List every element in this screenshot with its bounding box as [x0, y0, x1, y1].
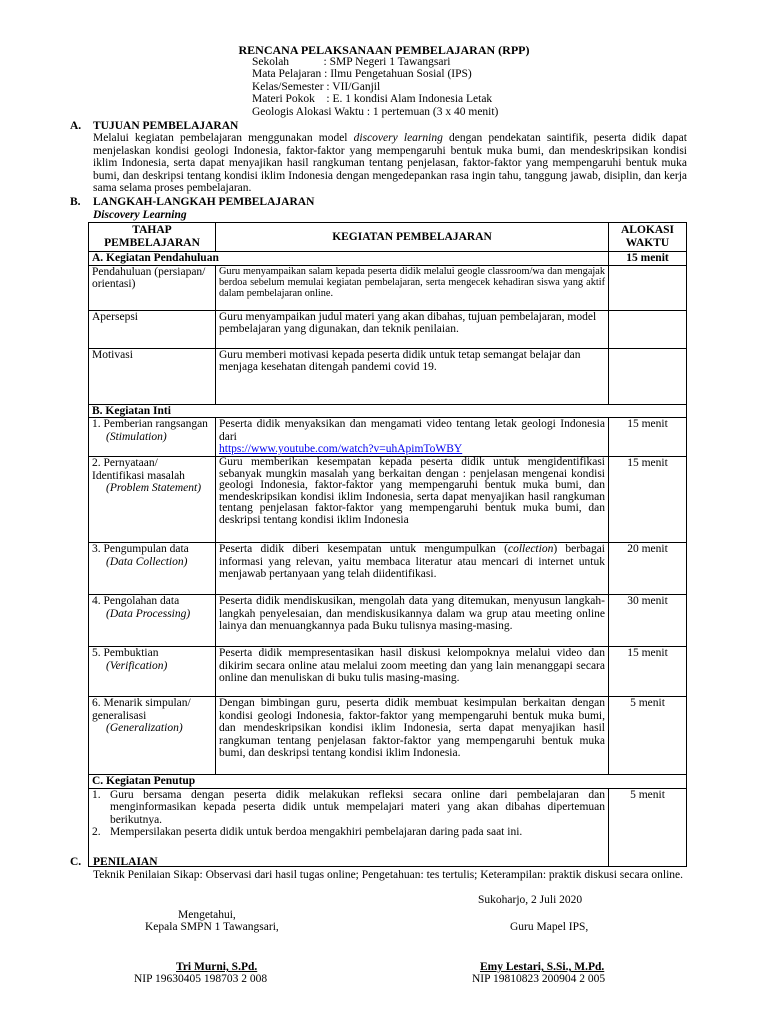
stage-cell: Pendahuluan (persiapan/ orientasi): [89, 265, 216, 310]
list-item-text: Guru bersama dengan peserta didik melakukan refleksi secara online dari pembelajaran dan menginformasikan kepada peserta didik untuk mempelajari materi yang akan dibahas dipertemuan berikutnya.: [110, 788, 605, 826]
group-time: 15 menit: [609, 252, 687, 266]
time-cell: 5 menit: [609, 788, 687, 866]
activity-cell: Guru memberikan kesempatan kepada peserta didik untuk mengidentifikasi sebanyak mungkin masalah yang berkaitan dengan : penjelasan mengenai kondisi geologi Indonesia, faktor-faktor yang mempengaruhi bentuk muka bumi, dan mendeskripsikan kondisi iklim Indonesia, serta dapat menyajikan hasil rangkuman tentang penjelasan faktor-faktor yang mempengaruhi bentuk muka bumi, dan deskripsi tentang kondisi iklim Indonesia: [216, 456, 609, 542]
stage-label: 5. Pembuktian: [92, 646, 159, 659]
section-c-paragraph: Teknik Penilaian Sikap: Observasi dari hasil tugas online; Pengetahuan: tes tertulis; Keterampilan: praktik diskusi secara online.: [93, 869, 684, 881]
activity-cell: Peserta didik mendiskusikan, mengolah data yang ditemukan, menyusun langkah-langkah penyelesaian, dan mendiskusikannya dalam wa grup atau meeting online lainya dan menuangkannya pada Buku tulisnya masing-masing.: [216, 594, 609, 646]
table-row: [89, 456, 687, 542]
activity-cell: Guru menyampaikan salam kepada peserta didik melalui geogle classroom/wa dan mengajak berdoa sebelum memulai kegiatan pembelajaran, serta mengecek kehadiran siswa yang aktif dalam pembelajaran online.: [216, 265, 609, 310]
activity-cell: Peserta didik mempresentasikan hasil diskusi kelompoknya melalui video dan dikirim secara online atau melalui zoom meeting dan yang lain menanggapi secara online dan menuliskan di buku tulis masing-masing.: [216, 646, 609, 696]
header-time: ALOKASI WAKTU: [609, 223, 687, 252]
table-row: [89, 646, 687, 696]
time-cell: [609, 348, 687, 404]
section-a-letter: A.: [70, 120, 82, 132]
list-item-text: Mempersilakan peserta didik untuk berdoa mengakhiri pembelajaran daring pada saat ini.: [110, 826, 523, 839]
group-title: A. Kegiatan Pendahuluan: [89, 252, 609, 266]
learning-steps-table: [88, 222, 687, 867]
time-cell: 20 menit: [609, 542, 687, 594]
model-name: discovery learning: [353, 132, 443, 144]
stage-english: (Verification): [106, 659, 168, 672]
time-cell: [609, 265, 687, 310]
time-cell: 30 menit: [609, 594, 687, 646]
stage-cell: [89, 418, 216, 457]
principal-name: Tri Murni, S.Pd.: [176, 961, 258, 973]
stage-cell: Motivasi: [89, 348, 216, 404]
table-row: [89, 310, 687, 348]
activity-italic: collection: [507, 542, 554, 555]
header-line: Sekolah : SMP Negeri 1 Tawangsari: [252, 56, 451, 68]
stage-label: 4. Pengolahan data: [92, 594, 180, 607]
teacher-title: Guru Mapel IPS,: [510, 921, 589, 933]
paragraph-text: dengan pendekatan saintifik, peserta didik dapat menjelaskan kondisi geologi Indonesia, faktor-faktor yang mempengaruhi bentuk muka bumi, dan mendeskripsikan kondisi iklim Indonesia, serta dapat menyajikan hasil rangkuman tentang penjelasan, faktor-faktor yang mempengaruhi bentuk muka bumi, dan deskripsi tentang kondisi iklim Indonesia dengan mengedepankan rasa ingin tahu, tanggung jawab, disiplin, dan kerja sama selama proses pembelajaran.: [93, 132, 687, 195]
stage-cell: [89, 696, 216, 774]
paragraph-text: Melalui kegiatan pembelajaran menggunakan model: [93, 132, 354, 144]
stage-english: (Data Collection): [106, 555, 188, 568]
time-cell: 15 menit: [609, 418, 687, 457]
activity-text: Peserta didik menyaksikan dan mengamati video tentang letak geologi Indonesia dari: [219, 418, 605, 443]
activity-cell: [216, 418, 609, 457]
learning-model-label: Discovery Learning: [93, 209, 187, 221]
stage-english: (Stimulation): [106, 430, 167, 443]
stage-label: 6. Menarik simpulan/ generalisasi: [92, 696, 191, 722]
group-row-penutup: [89, 774, 687, 788]
activity-text: Peserta didik diberi kesempatan untuk mengumpulkan (: [219, 542, 508, 555]
principal-title: Kepala SMPN 1 Tawangsari,: [145, 921, 279, 933]
table-header-row: [89, 223, 687, 252]
table-row: [89, 265, 687, 310]
stage-label: 1. Pemberian rangsangan: [92, 418, 208, 431]
header-activity: KEGIATAN PEMBELAJARAN: [216, 223, 609, 252]
teacher-name: Emy Lestari, S.Si., M.Pd.: [480, 961, 605, 973]
header-line: Materi Pokok : E. 1 kondisi Alam Indonesia Letak: [252, 93, 493, 106]
stage-cell: [89, 594, 216, 646]
table-row: [89, 542, 687, 594]
header-line: Mata Pelajaran : Ilmu Pengetahuan Sosial (IPS): [252, 68, 472, 81]
header-stage: TAHAP PEMBELAJARAN: [89, 223, 216, 252]
stage-cell: [89, 456, 216, 542]
header-line: Geologis Alokasi Waktu : 1 pertemuan (3 x 40 menit): [252, 105, 499, 118]
group-row-pendahuluan: [89, 252, 687, 266]
activity-cell: Guru memberi motivasi kepada peserta didik untuk tetap semangat belajar dan menjaga kesehatan ditengah pandemi covid 19.: [216, 348, 609, 404]
time-cell: 15 menit: [609, 456, 687, 542]
activity-cell: Dengan bimbingan guru, peserta didik membuat kesimpulan berkaitan dengan kondisi geologi Indonesia, faktor-faktor yang mempengaruhi bentuk muka bumi, dan mendeskripsikan kondisi iklim Indonesia, serta dapat menyajikan hasil rangkuman tentang penjelasan faktor-faktor yang mempengaruhi bentuk muka bumi, dan deskripsi tentang kondisi iklim Indonesia.: [216, 696, 609, 774]
section-c-heading: PENILAIAN: [93, 856, 158, 868]
teacher-nip: NIP 19810823 200904 2 005: [472, 973, 606, 985]
time-cell: 5 menit: [609, 696, 687, 774]
stage-english: (Data Processing): [106, 607, 191, 620]
video-link[interactable]: https://www.youtube.com/watch?v=uhApimToWBY: [219, 443, 463, 456]
group-row-inti: [89, 404, 687, 418]
activity-cell: [216, 542, 609, 594]
acknowledged-label: Mengetahui,: [178, 909, 236, 921]
section-b-letter: B.: [70, 196, 81, 208]
section-b-heading: LANGKAH-LANGKAH PEMBELAJARAN: [93, 196, 315, 208]
activity-text: ) berbagai informasi yang relevan, yaitu membaca literatur atau mencari di internet untuk menjawab pertanyaan yang telah diidentifikasi.: [219, 542, 605, 581]
stage-english: (Problem Statement): [106, 482, 202, 495]
list-item: 1. Guru bersama dengan peserta didik melakukan refleksi secara online dari pembelajaran dan menginformasikan kepada peserta didik untuk mempelajari materi yang akan dibahas dipertemuan berikutnya.: [92, 788, 605, 826]
document-title: RENCANA PELAKSANAAN PEMBELAJARAN (RPP): [238, 43, 530, 57]
place-date: Sukoharjo, 2 Juli 2020: [478, 894, 583, 906]
section-a-heading: TUJUAN PEMBELAJARAN: [93, 120, 239, 132]
table-row: [89, 348, 687, 404]
stage-cell: [89, 542, 216, 594]
list-item: 2. Mempersilakan peserta didik untuk berdoa mengakhiri pembelajaran daring pada saat ini.: [92, 826, 523, 839]
group-title: C. Kegiatan Penutup: [89, 774, 687, 788]
time-cell: [609, 310, 687, 348]
stage-english: (Generalization): [106, 722, 183, 735]
stage-label: 3. Pengumpulan data: [92, 542, 189, 555]
stage-cell: Apersepsi: [89, 310, 216, 348]
header-line: Kelas/Semester : VII/Ganjil: [252, 80, 381, 93]
stage-cell: [89, 646, 216, 696]
table-row: [89, 418, 687, 457]
document-header-info: [252, 56, 498, 118]
table-row: [89, 696, 687, 774]
table-row: [89, 788, 687, 866]
closing-activities: [89, 788, 609, 866]
principal-nip: NIP 19630405 198703 2 008: [134, 973, 268, 985]
stage-label: 2. Pernyataan/ Identifikasi masalah: [92, 456, 185, 482]
activity-cell: Guru menyampaikan judul materi yang akan dibahas, tujuan pembelajaran, model pembelajaran yang digunakan, dan teknik penilaian.: [216, 310, 609, 348]
table-row: [89, 594, 687, 646]
section-c-letter: C.: [70, 856, 82, 868]
group-title: B. Kegiatan Inti: [89, 404, 687, 418]
section-a-paragraph: [93, 132, 687, 195]
time-cell: 15 menit: [609, 646, 687, 696]
